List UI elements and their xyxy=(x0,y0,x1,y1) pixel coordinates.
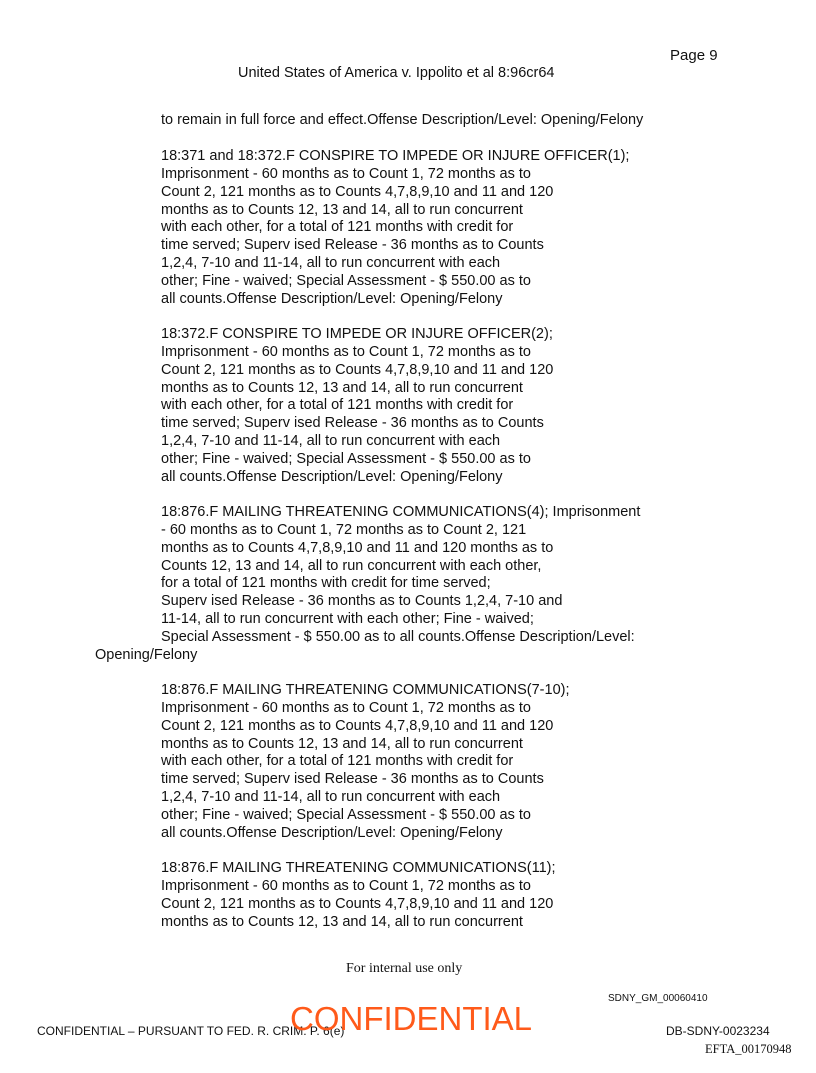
text-line: 18:372.F CONSPIRE TO IMPEDE OR INJURE OFFICER(2); xyxy=(161,326,553,342)
case-caption: United States of America v. Ippolito et al 8:96cr64 xyxy=(238,65,555,81)
text-line: 1,2,4, 7-10 and 11-14, all to run concurrent with each xyxy=(161,255,501,272)
text-line: Count 2, 121 months as to Counts 4,7,8,9,10 and 11 and 120 xyxy=(161,361,554,378)
text-line: - 60 months as to Count 1, 72 months as to Count 2, 121 xyxy=(161,521,527,538)
text-line: Opening/Felony xyxy=(95,646,198,663)
text-line: to remain in full force and effect.Offense Description/Level: Opening/Felony xyxy=(161,112,644,128)
text-line: with each other, for a total of 121 months with credit for xyxy=(161,753,514,770)
text-line: all counts.Offense Description/Level: Opening/Felony xyxy=(161,290,503,307)
text-line: Imprisonment - 60 months as to Count 1, 72 months as to xyxy=(161,699,531,716)
text-line: 11-14, all to run concurrent with each other; Fine - waived; xyxy=(161,611,534,628)
text-line: for a total of 121 months with credit for time served; xyxy=(161,575,491,592)
text-line: 18:876.F MAILING THREATENING COMMUNICATIONS(7-10); xyxy=(161,682,570,698)
text-line: months as to Counts 12, 13 and 14, all to run concurrent xyxy=(161,913,523,930)
text-line: months as to Counts 12, 13 and 14, all to run concurrent xyxy=(161,379,523,396)
bates-number-db-sdny: DB-SDNY-0023234 xyxy=(666,1024,770,1038)
text-line: with each other, for a total of 121 months with credit for xyxy=(161,219,514,236)
paragraph xyxy=(161,112,643,130)
text-line: 1,2,4, 7-10 and 11-14, all to run concurrent with each xyxy=(161,433,501,450)
text-line: other; Fine - waived; Special Assessment - $ 550.00 as to xyxy=(161,272,531,289)
bates-number-sdny-gm: SDNY_GM_00060410 xyxy=(608,993,708,1004)
text-line: months as to Counts 4,7,8,9,10 and 11 and 120 months as to xyxy=(161,539,554,556)
page-number: Page 9 xyxy=(670,47,718,64)
text-line: 1,2,4, 7-10 and 11-14, all to run concurrent with each xyxy=(161,789,501,806)
text-line: Count 2, 121 months as to Counts 4,7,8,9,10 and 11 and 120 xyxy=(161,717,554,734)
text-line: time served; Superv ised Release - 36 months as to Counts xyxy=(161,771,544,788)
text-line: Count 2, 121 months as to Counts 4,7,8,9,10 and 11 and 120 xyxy=(161,895,554,912)
text-line: Imprisonment - 60 months as to Count 1, 72 months as to xyxy=(161,343,531,360)
text-line: 18:371 and 18:372.F CONSPIRE TO IMPEDE OR INJURE OFFICER(1); xyxy=(161,148,630,164)
text-line: all counts.Offense Description/Level: Opening/Felony xyxy=(161,824,503,841)
efta-number: EFTA_00170948 xyxy=(705,1042,792,1056)
text-line: Superv ised Release - 36 months as to Counts 1,2,4, 7-10 and xyxy=(161,593,563,610)
paragraph xyxy=(161,860,556,931)
text-line: Imprisonment - 60 months as to Count 1, 72 months as to xyxy=(161,165,531,182)
text-line: Counts 12, 13 and 14, all to run concurrent with each other, xyxy=(161,557,542,574)
paragraph xyxy=(161,326,553,487)
text-line: time served; Superv ised Release - 36 months as to Counts xyxy=(161,237,544,254)
paragraph xyxy=(95,504,641,665)
confidential-stamp: CONFIDENTIAL xyxy=(290,1000,533,1037)
text-line: Count 2, 121 months as to Counts 4,7,8,9,10 and 11 and 120 xyxy=(161,183,554,200)
text-line: other; Fine - waived; Special Assessment - $ 550.00 as to xyxy=(161,806,531,823)
text-line: Imprisonment - 60 months as to Count 1, 72 months as to xyxy=(161,877,531,894)
confidential-notice: CONFIDENTIAL – PURSUANT TO FED. R. CRIM. P. 6(e) xyxy=(37,1024,345,1038)
paragraph xyxy=(161,682,570,843)
internal-use-note: For internal use only xyxy=(346,961,463,976)
text-line: other; Fine - waived; Special Assessment - $ 550.00 as to xyxy=(161,450,531,467)
text-line: 18:876.F MAILING THREATENING COMMUNICATIONS(4); Imprisonment xyxy=(161,504,641,520)
text-line: months as to Counts 12, 13 and 14, all to run concurrent xyxy=(161,735,523,752)
text-line: time served; Superv ised Release - 36 months as to Counts xyxy=(161,415,544,432)
text-line: all counts.Offense Description/Level: Opening/Felony xyxy=(161,468,503,485)
text-line: with each other, for a total of 121 months with credit for xyxy=(161,397,514,414)
text-line: Special Assessment - $ 550.00 as to all counts.Offense Description/Level: xyxy=(161,628,635,645)
text-line: 18:876.F MAILING THREATENING COMMUNICATIONS(11); xyxy=(161,860,556,876)
paragraph xyxy=(161,148,629,309)
text-line: months as to Counts 12, 13 and 14, all to run concurrent xyxy=(161,201,523,218)
